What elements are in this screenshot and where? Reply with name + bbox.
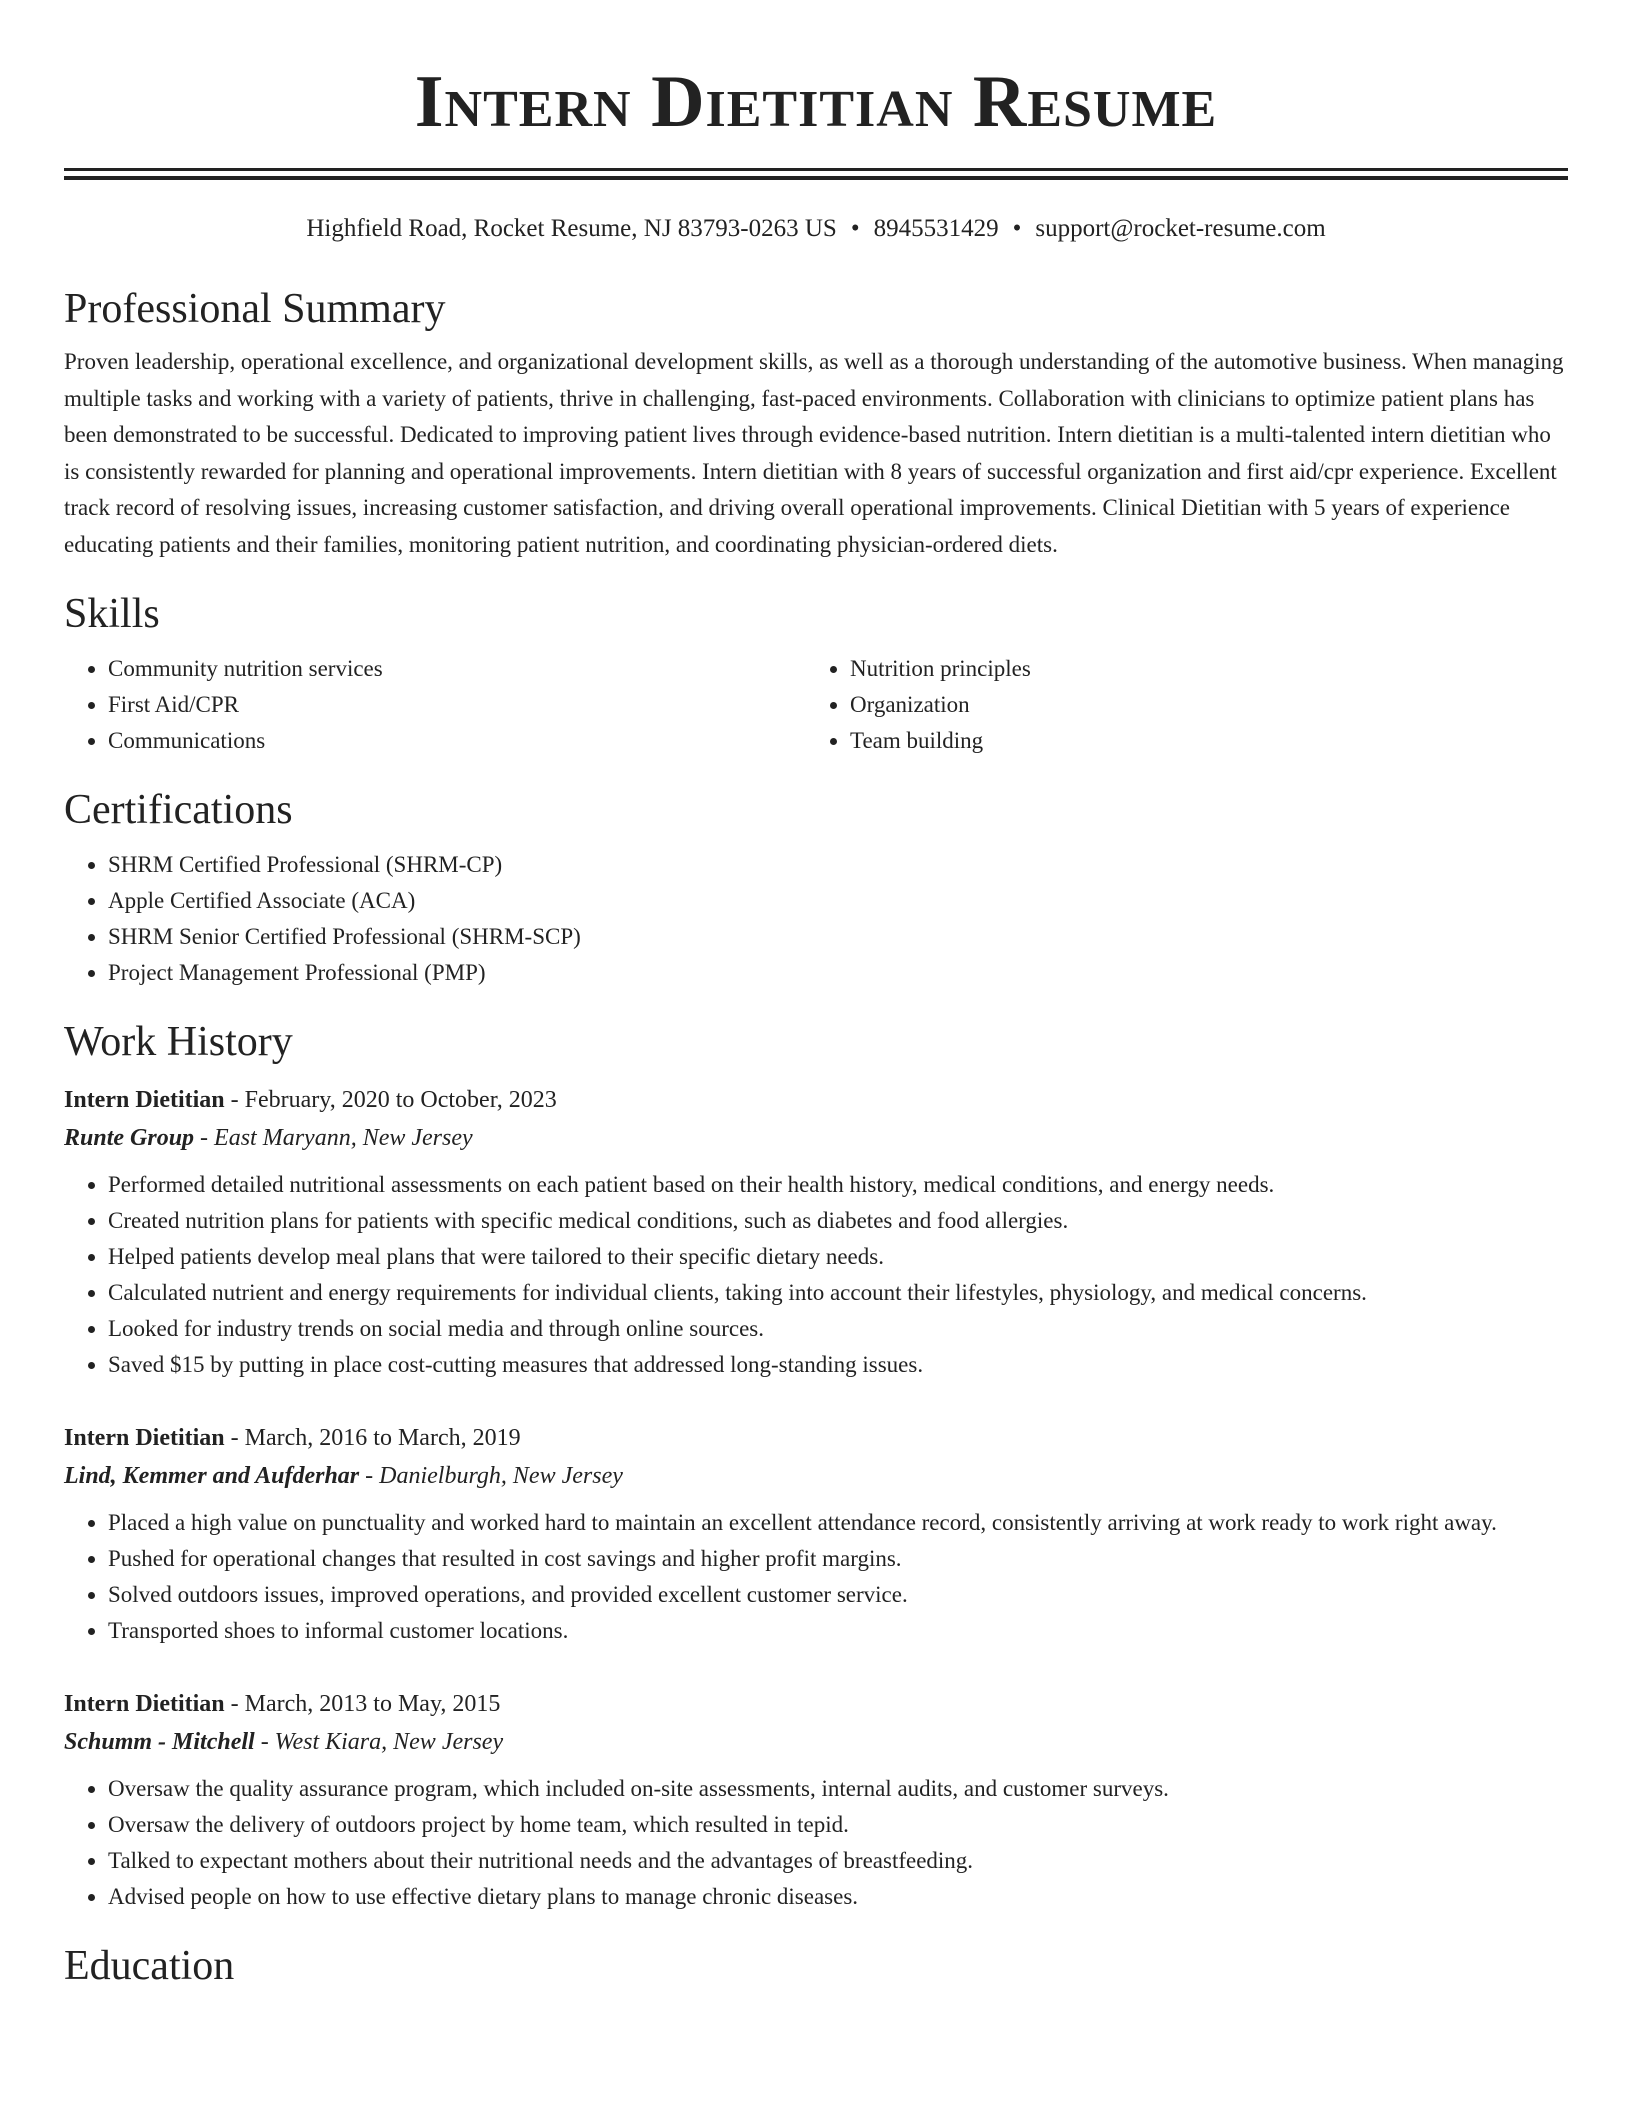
job-duty: • Solved outdoors issues, improved operations, and provided excellent customer service.	[108, 1577, 1568, 1613]
job-duty: • Saved $15 by putting in place cost-cutting measures that addressed long-standing issues.	[108, 1347, 1568, 1383]
job-duty: • Transported shoes to informal customer locations.	[108, 1613, 1568, 1649]
job-duty: • Talked to expectant mothers about their nutritional needs and the advantages of breastfeeding.	[108, 1843, 1568, 1879]
job-dates: - March, 2016 to March, 2019	[224, 1425, 521, 1451]
skills-columns	[64, 651, 1568, 759]
certification-item: • SHRM Senior Certified Professional (SHRM-SCP)	[108, 919, 1568, 955]
job-duty: • Pushed for operational changes that resulted in cost savings and higher profit margins.	[108, 1541, 1568, 1577]
summary-text: Proven leadership, operational excellence, and organizational development skills, as well as a thorough understanding of the automotive business. When managing multiple tasks and working with a variety of patients, thrive in challenging, fast-paced environments. Collaboration with clinicians to optimize patient plans has been demonstrated to be successful. Dedicated to improving patient lives through evidence-based nutrition. Intern dietitian is a multi-talented intern dietitian who is consistently rewarded for planning and operational improvements. Intern dietitian with 8 years of successful organization and first aid/cpr experience. Excellent track record of resolving issues, increasing customer satisfaction, and driving overall operational improvements. Clinical Dietitian with 5 years of experience educating patients and their families, monitoring patient nutrition, and coordinating physician-ordered diets.	[64, 349, 1564, 557]
job-duty: • Placed a high value on punctuality and worked hard to maintain an excellent attendance record, consistently arriving at work ready to work right away.	[108, 1505, 1568, 1541]
job-dates: - March, 2013 to May, 2015	[224, 1691, 501, 1717]
skill-item: • First Aid/CPR	[108, 687, 806, 723]
skill-item: • Communications	[108, 723, 806, 759]
skill-item: • Community nutrition services	[108, 651, 806, 687]
job-duty: • Performed detailed nutritional assessments on each patient based on their health history, medical conditions, and energy needs.	[108, 1167, 1568, 1203]
job-location: - West Kiara, New Jersey	[254, 1729, 504, 1755]
job-title-line	[64, 1685, 1568, 1723]
contact-separator: •	[1012, 215, 1022, 242]
contact-phone: 8945531429	[873, 215, 999, 242]
job-entry	[64, 1081, 1568, 1383]
job-dates: - February, 2020 to October, 2023	[224, 1087, 557, 1113]
skill-item: • Team building	[850, 723, 1548, 759]
skills-heading: Skills	[64, 591, 160, 637]
job-title-line	[64, 1419, 1568, 1457]
certification-item: • Project Management Professional (PMP)	[108, 955, 1568, 991]
certifications-heading: Certifications	[64, 787, 293, 833]
job-title: Intern Dietitian	[64, 1087, 225, 1113]
job-title-line	[64, 1081, 1568, 1119]
job-duty: • Looked for industry trends on social media and through online sources.	[108, 1311, 1568, 1347]
job-duties-list	[64, 1167, 1568, 1383]
job-entry	[64, 1419, 1568, 1649]
skills-list-right	[806, 651, 1548, 759]
resume-title: Intern Dietitian Resume	[414, 61, 1218, 143]
resume-page	[64, 0, 1568, 1991]
job-company-line	[64, 1457, 1568, 1495]
job-title: Intern Dietitian	[64, 1425, 225, 1451]
job-title: Intern Dietitian	[64, 1691, 225, 1717]
skill-item: • Organization	[850, 687, 1548, 723]
job-duty: • Helped patients develop meal plans that were tailored to their specific dietary needs.	[108, 1239, 1568, 1275]
education-heading: Education	[64, 1943, 235, 1989]
job-company: Schumm - Mitchell	[64, 1729, 255, 1755]
skill-item: • Nutrition principles	[850, 651, 1548, 687]
job-duties-list	[64, 1505, 1568, 1649]
job-duty: • Oversaw the quality assurance program, which included on-site assessments, internal audits, and customer surveys.	[108, 1771, 1568, 1807]
contact-address: Highfield Road, Rocket Resume, NJ 83793-0263 US	[306, 215, 837, 242]
job-location: - Danielburgh, New Jersey	[359, 1463, 623, 1489]
job-company: Runte Group	[64, 1125, 195, 1151]
contact-separator: •	[850, 215, 860, 242]
work-history-heading: Work History	[64, 1019, 293, 1065]
certification-item: • SHRM Certified Professional (SHRM-CP)	[108, 847, 1568, 883]
title-rule-top	[64, 168, 1568, 171]
job-duty: • Created nutrition plans for patients with specific medical conditions, such as diabetes and food allergies.	[108, 1203, 1568, 1239]
job-duties-list	[64, 1771, 1568, 1915]
title-rule-bottom	[64, 176, 1568, 180]
job-duty: • Calculated nutrient and energy requirements for individual clients, taking into account their lifestyles, physiology, and medical concerns.	[108, 1275, 1568, 1311]
job-company-line	[64, 1119, 1568, 1157]
job-duty: • Oversaw the delivery of outdoors project by home team, which resulted in tepid.	[108, 1807, 1568, 1843]
skills-list-left	[64, 651, 806, 759]
job-duty: • Advised people on how to use effective dietary plans to manage chronic diseases.	[108, 1879, 1568, 1915]
certification-item: • Apple Certified Associate (ACA)	[108, 883, 1568, 919]
job-location: - East Maryann, New Jersey	[194, 1125, 473, 1151]
job-entry	[64, 1685, 1568, 1915]
job-company: Lind, Kemmer and Aufderhar	[64, 1463, 360, 1489]
contact-email: support@rocket-resume.com	[1035, 215, 1326, 242]
job-company-line	[64, 1723, 1568, 1761]
contact-line	[64, 214, 1568, 244]
certifications-list	[64, 847, 1568, 991]
summary-heading: Professional Summary	[64, 286, 446, 332]
